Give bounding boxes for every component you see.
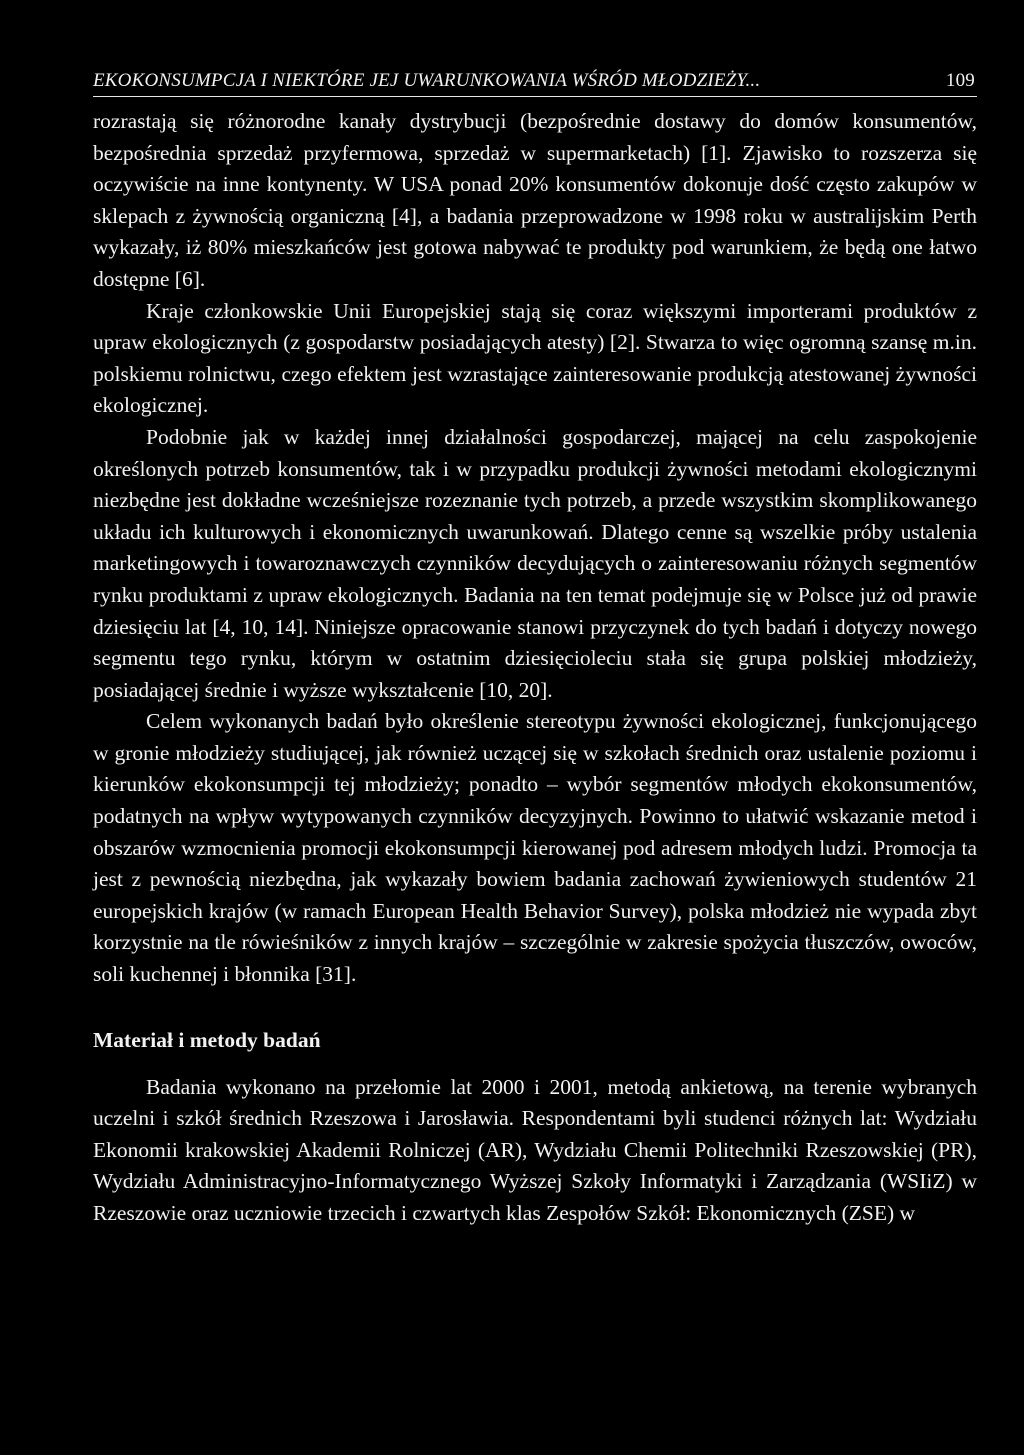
paragraph-eu-importers: Kraje członkowskie Unii Europejskiej stają się coraz większymi importerami produktów z upraw ekologicznych (z gospodarstw posiadających atesty) [2]. Stwarza to więc ogromną szansę m.in. polskiemu rolnictwu, czego efektem jest wzrastające zainteresowanie produkcją atestowanej żywności ekologicznej. [93, 298, 977, 418]
document-page [93, 62, 977, 1230]
page-number: 109 [945, 70, 975, 91]
paragraph-continuation: rozrastają się różnorodne kanały dystrybucji (bezpośrednie dostawy do domów konsumentów, bezpośrednia sprzedaż przyfermowa, sprzedaż w supermarketach) [1]. Zjawisko to rozszerza się oczywiście na inne kontynenty. W USA ponad 20% konsumentów dokonuje dość często zakupów w sklepach z żywnością organiczną [4], a badania przeprowadzone w 1998 roku w australijskim Perth wykazały, iż 80% mieszkańców jest gotowa nabywać te produkty pod warunkiem, że będą one łatwo dostępne [6]. [93, 109, 977, 291]
running-title: EKOKONSUMPCJA I NIEKTÓRE JEJ UWARUNKOWANIA WŚRÓD MŁODZIEŻY... [93, 70, 761, 91]
body-text [93, 106, 977, 1230]
running-header [93, 62, 977, 97]
paragraph-research-goal: Celem wykonanych badań było określenie stereotypu żywności ekologicznej, funkcjonującego w gronie młodzieży studiującej, jak również uczącej się w szkołach średnich oraz ustalenie poziomu i kierunków ekokonsumpcji tej młodzieży; ponadto – wybór segmentów młodych ekokonsumentów, podatnych na wpływ wytypowanych czynników decyzyjnych. Powinno to ułatwić wskazanie metod i obszarów wzmocnienia promocji ekokonsumpcji kierowanej pod adresem młodych ludzi. Promocja ta jest z pewnością niezbędna, jak wykazały bowiem badania zachowań żywieniowych studentów 21 europejskich krajów (w ramach European Health Behavior Survey), polska młodzież nie wypada zbyt korzystnie na tle rówieśników z innych krajów – szczególnie w zakresie spożycia tłuszczów, owoców, soli kuchennej i błonnika [31]. [93, 709, 977, 987]
paragraph-methods: Badania wykonano na przełomie lat 2000 i 2001, metodą ankietową, na terenie wybranych uczelni i szkół średnich Rzeszowa i Jarosławia. Respondentami byli studenci różnych lat: Wydziału Ekonomii krakowskiej Akademii Rolniczej (AR), Wydziału Chemii Politechniki Rzeszowskiej (PR), Wydziału Administracyjno-Informatycznego Wyższej Szkoły Informatyki i Zarządzania (WSIiZ) w Rzeszowie oraz uczniowie trzecich i czwartych klas Zespołów Szkół: Ekonomicznych (ZSE) w [93, 1074, 977, 1225]
section-heading-methods: Materiał i metody badań [93, 1027, 321, 1052]
paragraph-consumer-needs: Podobnie jak w każdej innej działalności gospodarczej, mającej na celu zaspokojenie określonych potrzeb konsumentów, tak i w przypadku produkcji żywności metodami ekologicznymi niezbędne jest dokładne wcześniejsze rozeznanie tych potrzeb, a przede wszystkim skomplikowanego układu ich kulturowych i ekonomicznych uwarunkowań. Dlatego cenne są wszelkie próby ustalenia marketingowych i towaroznawczych czynników decydujących o zainteresowaniu różnych segmentów rynku produktami z upraw ekologicznych. Badania na ten temat podejmuje się w Polsce już od prawie dziesięciu lat [4, 10, 14]. Niniejsze opracowanie stanowi przyczynek do tych badań i dotyczy nowego segmentu tego rynku, którym w ostatnim dziesięcioleciu stała się grupa polskiej młodzieży, posiadającej średnie i wyższe wykształcenie [10, 20]. [93, 424, 977, 702]
